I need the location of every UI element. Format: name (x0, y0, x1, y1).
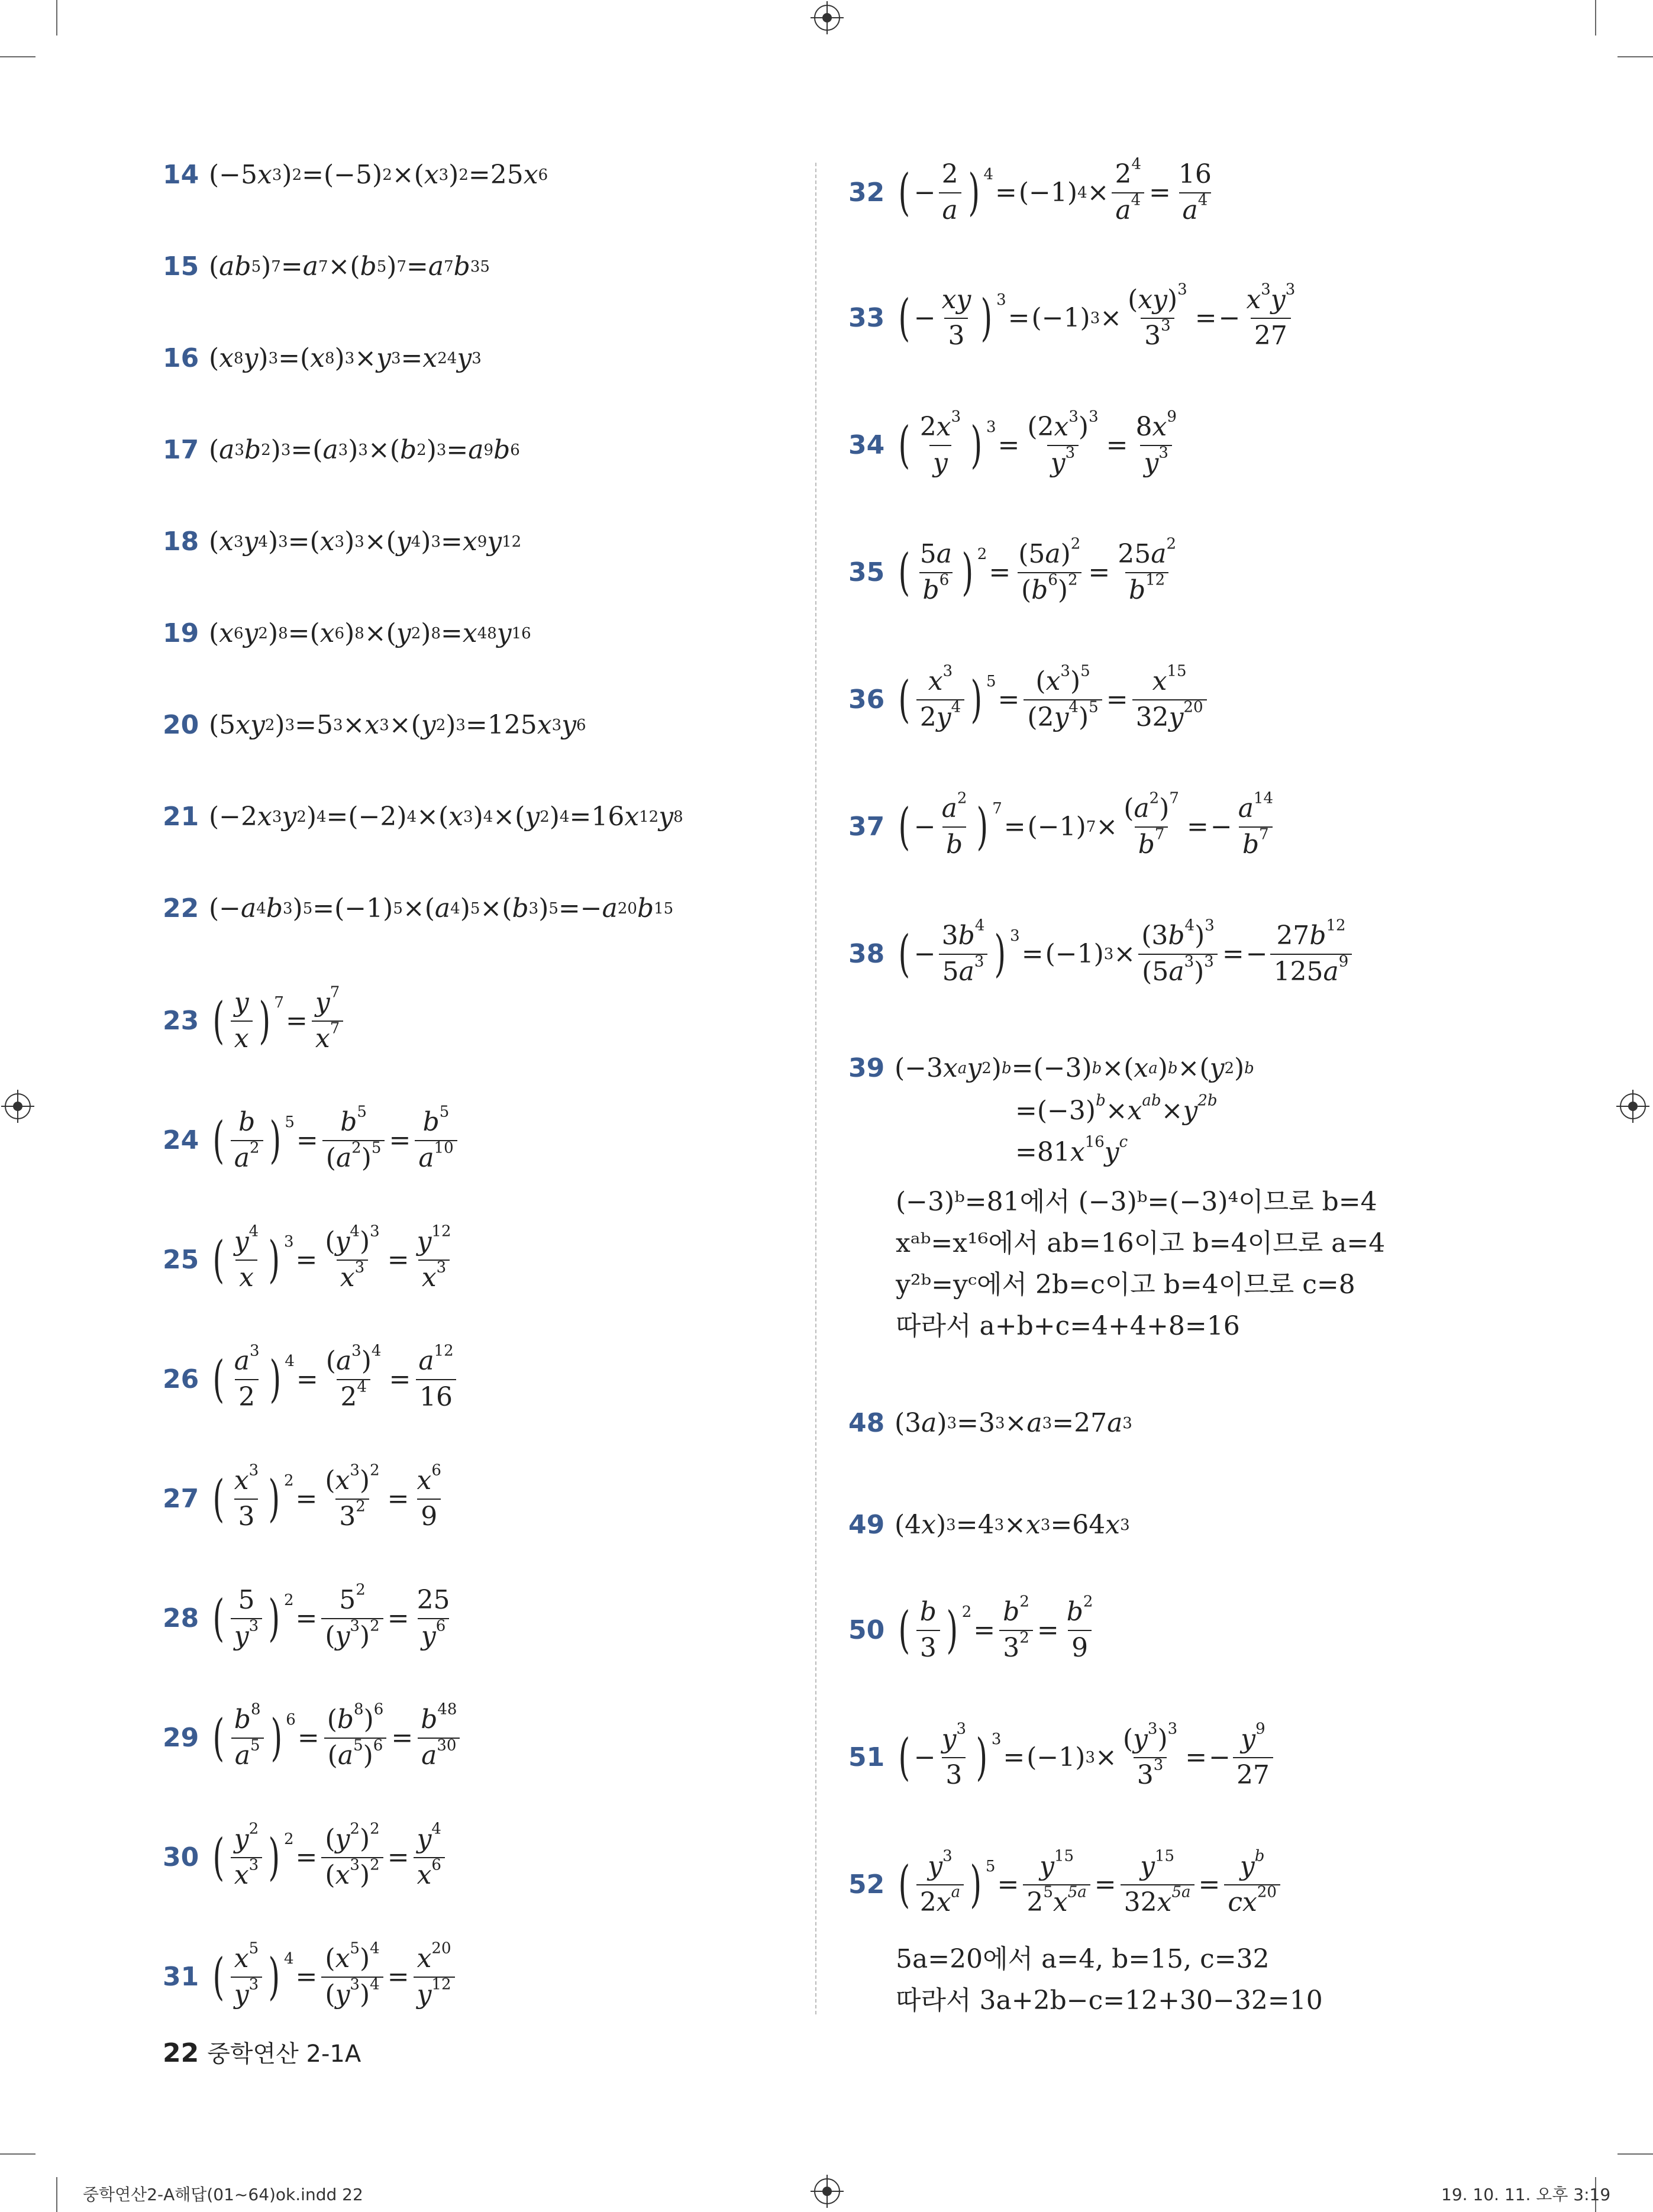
crop-mark (56, 0, 57, 35)
problem-16 (163, 343, 482, 373)
solution: ( $\frac{x^3}{3}$ ) 2 = $\frac{(x^3)^2}{3^2}$ = $\frac{x^6}{9}$ (212, 1461, 441, 1532)
problem-30 (163, 1820, 447, 1890)
print-slug-date: 19. 10. 11. 오후 3:19 (1441, 2185, 1611, 2204)
crop-mark (1595, 0, 1596, 35)
problem-number: 35 (848, 557, 885, 588)
problem-39 (848, 1053, 1254, 1083)
solution: ( − $\frac{2}{a}$ ) 4 = (−1) 4 × $\frac{2^4}{a^4}$ = $\frac{16}{a^4}$ (898, 155, 1212, 225)
solution-step: $=(-3)^b\times x^{ab}\times y^{2b}$ (1015, 1092, 1218, 1126)
solution: ( a 3 b 2 ) 3 =( a 3 ) 3 ×( b 2 ) 3 = a 9 b 6 (209, 435, 520, 465)
problem-23 (163, 983, 346, 1054)
solution: ( x 8 y ) 3 =( x 8 ) 3 × y 3 = x 24 y 3 (209, 343, 482, 373)
column-divider (815, 163, 816, 2014)
problem-26 (163, 1342, 460, 1412)
solution: ( x 3 y 4 ) 3 =( x 3 ) 3 ×( y 4 ) 3 = x 9 y 12 (209, 527, 522, 557)
solution-step: 5a=20에서 a=4, b=15, c=32 (896, 1944, 1270, 1974)
problem-number: 49 (848, 1510, 885, 1540)
problem-number: 34 (848, 430, 885, 461)
solution: ( $\frac{y}{x}$ ) 7 = $\frac{y^7}{x^7}$ (209, 988, 346, 1054)
problem-number: 27 (163, 1484, 199, 1515)
problem-52 (848, 1847, 1283, 1917)
solution: ( $\frac{5a}{b^6}$ ) 2 = $\frac{(5a)^2}{(b^6)^2}$ = $\frac{25a^2}{b^{12}}$ (898, 535, 1176, 605)
registration-mark-icon (814, 5, 840, 31)
problem-number: 52 (848, 1869, 885, 1900)
solution-step: (−3)ᵇ=81에서 (−3)ᵇ=(−3)⁴이므로 b=4 (896, 1187, 1377, 1217)
solution-step: 따라서 3a+2b−c=12+30−32=10 (896, 1985, 1323, 2016)
problem-number: 19 (163, 618, 199, 648)
solution: ( x 6 y 2 ) 8 =( x 6 ) 8 ×( y 2 ) 8 = x 48 y 16 (209, 618, 531, 648)
page-number: 22 (163, 2038, 199, 2068)
problem-18 (163, 527, 521, 557)
solution: (5 xy 2 ) 3 =5 3 × x 3 ×( y 2 ) 3 =125 x 3 y 6 (209, 710, 586, 740)
problem-number: 22 (163, 893, 199, 923)
solution-step: 따라서 a+b+c=4+4+8=16 (896, 1311, 1240, 1341)
problem-number: 21 (163, 802, 199, 832)
problem-number: 15 (163, 251, 199, 282)
problem-14 (163, 160, 548, 190)
problem-number: 50 (848, 1615, 885, 1646)
problem-24 (163, 1103, 460, 1173)
solution: ( $\frac{x^5}{y^3}$ ) 4 = $\frac{(x^5)^4}{(y^3)^4}$ = $\frac{x^{20}}{y^{12}}$ (209, 1944, 457, 2010)
problem-number: 28 (163, 1603, 199, 1634)
problem-number: 48 (848, 1408, 885, 1438)
book-title: 중학연산 2-1A (207, 2040, 361, 2068)
problem-19 (163, 618, 531, 648)
print-slug-filename: 중학연산2-A해답(01~64)ok.indd 22 (83, 2185, 363, 2204)
solution: ( $\frac{2x^3}{y}$ ) 3 = $\frac{(2x^3)^3}{y^3}$ = $\frac{8x^9}{y^3}$ (898, 408, 1177, 478)
solution: (3 a ) 3 =3 3 × a 3 =27 a 3 (895, 1408, 1132, 1438)
problem-48 (848, 1408, 1132, 1438)
problem-number: 24 (163, 1125, 199, 1156)
problem-number: 31 (163, 1962, 199, 1993)
problem-35 (848, 535, 1182, 605)
problem-number: 38 (848, 939, 885, 970)
solution: ( − $\frac{3b^4}{5a^3}$ ) 3 = (−1) 3 × $\frac{(3b^4)^3}{(5a^3)^3}$ = − $\frac{27b^{12}}{125a^9}$ (895, 921, 1354, 987)
solution: ( $\frac{b^8}{a^5}$ ) 6 = $\frac{(b^8)^6}{(a^5)^6}$ = $\frac{b^{48}}{a^{30}}$ (209, 1705, 463, 1771)
problem-27 (163, 1461, 447, 1532)
problem-number: 32 (848, 177, 885, 208)
solution: (− a 4 b 3 ) 5 =(−1) 5 ×( a 4 ) 5 ×( b 3 ) 5 =− a 20 b 15 (209, 893, 674, 923)
problem-32 (848, 155, 1218, 225)
problem-number: 51 (848, 1742, 885, 1773)
problem-49 (848, 1510, 1130, 1540)
problem-number: 33 (848, 303, 885, 334)
problem-number: 18 (163, 527, 199, 557)
solution: ( $\frac{y^3}{2x^a}$ ) 5 = $\frac{y^{15}}{2^5x^{5a}}$ = $\frac{y^{15}}{32x^{5a}}$ = $\frac{y^b}{cx^{20}}$ (895, 1852, 1283, 1917)
problem-17 (163, 435, 520, 465)
problem-21 (163, 802, 683, 832)
problem-37 (848, 789, 1279, 860)
problem-29 (163, 1700, 463, 1771)
problem-number: 25 (163, 1245, 199, 1275)
problem-number: 39 (848, 1053, 885, 1083)
problem-28 (163, 1581, 456, 1651)
solution: (−2 x 3 y 2 ) 4 =(−2) 4 ×( x 3 ) 4 ×( y 2 ) 4 =16 x 12 y 8 (209, 802, 683, 832)
problem-number: 17 (163, 435, 199, 465)
problem-38 (848, 916, 1354, 987)
registration-mark-icon (814, 2178, 840, 2204)
solution: ( $\frac{x^3}{2y^4}$ ) 5 = $\frac{(x^3)^5}{(2y^4)^5}$ = $\frac{x^{15}}{32y^{20}}$ (895, 667, 1209, 732)
solution: ( − $\frac{a^2}{b}$ ) 7 = (−1) 7 × $\frac{(a^2)^7}{b^7}$ = − $\frac{a^{14}}{b^7}$ (898, 789, 1274, 860)
problem-number: 30 (163, 1842, 199, 1873)
problem-22 (163, 893, 673, 923)
problem-number: 16 (163, 343, 199, 373)
solution: ( − $\frac{y^3}{3}$ ) 3 = (−1) 3 × $\frac{(y^3)^3}{3^3}$ = − $\frac{y^9}{27}$ (895, 1725, 1276, 1790)
problem-34 (848, 408, 1183, 478)
solution-step: xᵃᵇ=x¹⁶에서 ab=16이고 b=4이므로 a=4 (896, 1228, 1386, 1258)
solution: ( $\frac{a^3}{2}$ ) 4 = $\frac{(a^3)^4}{2^4}$ = $\frac{a^{12}}{16}$ (209, 1346, 460, 1412)
solution-step: y²ᵇ=yᶜ에서 2b=c이고 b=4이므로 c=8 (896, 1270, 1355, 1300)
solution: (4 x ) 3 =4 3 × x 3 =64 x 3 (895, 1510, 1130, 1540)
problem-number: 36 (848, 684, 885, 715)
problem-number: 14 (163, 160, 199, 190)
solution: (−5 x 3 ) 2 =(−5) 2 ×( x 3 ) 2 =25 x 6 (209, 160, 548, 190)
solution: (−3 x a y 2 ) b =(−3) b ×( x a ) b ×( y 2 ) b (895, 1053, 1254, 1083)
crop-mark (1618, 2153, 1653, 2155)
crop-mark (56, 2177, 57, 2212)
problem-31 (163, 1939, 457, 2010)
problem-number: 37 (848, 812, 885, 842)
crop-mark (0, 2153, 35, 2155)
problem-36 (848, 662, 1209, 732)
crop-mark (1618, 56, 1653, 57)
solution: ( $\frac{b}{3}$ ) 2 = $\frac{b^2}{3^2}$ = $\frac{b^2}{9}$ (898, 1593, 1093, 1663)
solution: ( $\frac{y^4}{x}$ ) 3 = $\frac{(y^4)^3}{x^3}$ = $\frac{y^{12}}{x^3}$ (212, 1222, 451, 1293)
problem-20 (163, 710, 586, 740)
problem-50 (848, 1593, 1099, 1663)
problem-number: 20 (163, 710, 199, 740)
problem-number: 29 (163, 1723, 199, 1754)
crop-mark (0, 56, 35, 57)
page-footer (163, 2035, 361, 2069)
solution: ( ab 5 ) 7 = a 7 ×( b 5 ) 7 = a 7 b 35 (209, 251, 490, 282)
problem-25 (163, 1222, 457, 1293)
problem-51 (848, 1720, 1276, 1790)
solution: ( $\frac{5}{y^3}$ ) 2 = $\frac{5^2}{(y^3)^2}$ = $\frac{25}{y^6}$ (212, 1581, 450, 1651)
solution-step: $=81x^{16}y^c$ (1015, 1133, 1128, 1167)
solution: ( $\frac{y^2}{x^3}$ ) 2 = $\frac{(y^2)^2}{(x^3)^2}$ = $\frac{y^4}{x^6}$ (209, 1825, 447, 1890)
solution: ( $\frac{b}{a^2}$ ) 5 = $\frac{b^5}{(a^2)^5}$ = $\frac{b^5}{a^{10}}$ (209, 1107, 460, 1173)
problem-number: 23 (163, 1006, 199, 1036)
solution: ( − $\frac{xy}{3}$ ) 3 = (−1) 3 × $\frac{(xy)^3}{3^3}$ = − $\frac{x^3y^3}{27}$ (898, 280, 1296, 351)
registration-mark-icon (1620, 1093, 1646, 1119)
problem-15 (163, 251, 490, 282)
problem-33 (848, 280, 1301, 351)
problem-number: 26 (163, 1364, 199, 1395)
registration-mark-icon (5, 1093, 31, 1119)
